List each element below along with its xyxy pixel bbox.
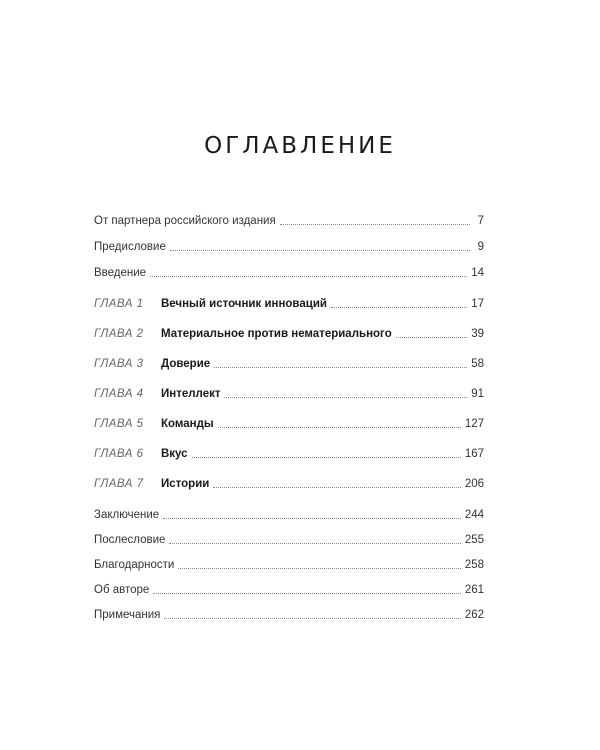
toc-entry-page: 17 (471, 298, 484, 310)
dot-leader (153, 592, 461, 594)
dot-leader (331, 306, 467, 308)
dot-leader (214, 366, 467, 368)
toc-entry-page: 244 (464, 509, 484, 521)
dot-leader (280, 223, 470, 225)
dot-leader (178, 567, 461, 569)
toc-entry-page: 262 (464, 609, 484, 621)
toc-entry-label: Введение (94, 267, 147, 279)
toc-chapter-4[interactable] (94, 387, 484, 401)
dot-leader (396, 336, 467, 338)
toc-entry-page: 127 (464, 418, 484, 430)
chapter-number: ГЛАВА 5 (94, 418, 144, 430)
toc-entry-page: 58 (471, 358, 484, 370)
toc-chapter-1[interactable] (94, 297, 484, 311)
dot-leader (224, 396, 467, 398)
dot-leader (218, 426, 461, 428)
toc-entry-page: 91 (471, 388, 484, 400)
chapter-title: Истории (161, 478, 210, 490)
toc-chapter-7[interactable] (94, 477, 484, 491)
chapter-title: Команды (161, 418, 214, 430)
toc-entry-page: 39 (471, 328, 484, 340)
toc-chapter-3[interactable] (94, 357, 484, 371)
dot-leader (169, 542, 460, 544)
dot-leader (164, 617, 460, 619)
toc-entry-page: 167 (464, 448, 484, 460)
toc-entry-preface[interactable] (94, 240, 484, 254)
chapter-number: ГЛАВА 4 (94, 388, 144, 400)
chapter-title: Материальное против нематериального (161, 328, 392, 340)
page-title: ОГЛАВЛЕНИЕ (204, 133, 396, 160)
toc-entry-partner-foreword[interactable] (94, 214, 484, 228)
chapter-number: ГЛАВА 6 (94, 448, 144, 460)
toc-entry-label: Благодарности (94, 559, 175, 571)
chapter-title: Доверие (161, 358, 211, 370)
toc-chapter-5[interactable] (94, 417, 484, 431)
dot-leader (163, 517, 461, 519)
toc-chapter-2[interactable] (94, 327, 484, 341)
toc-entry-label: Предисловие (94, 241, 166, 253)
toc-entry-page: 261 (464, 584, 484, 596)
toc-entry-label: От партнера российского издания (94, 215, 276, 227)
chapter-number: ГЛАВА 1 (94, 298, 144, 310)
chapter-title: Вкус (161, 448, 188, 460)
toc-entry-page: 255 (464, 534, 484, 546)
dot-leader (170, 249, 470, 251)
toc-entry-page: 7 (477, 215, 484, 227)
toc-entry-page: 14 (471, 267, 484, 279)
dot-leader (150, 275, 467, 277)
chapter-number: ГЛАВА 7 (94, 478, 144, 490)
toc-entry-page: 206 (464, 478, 484, 490)
toc-entry-label: Послесловие (94, 534, 166, 546)
table-of-contents (94, 214, 484, 622)
toc-entry-acknowledgements[interactable] (94, 558, 484, 572)
chapter-title: Интеллект (161, 388, 221, 400)
toc-entry-label: Заключение (94, 509, 160, 521)
toc-entry-page: 9 (477, 241, 484, 253)
chapter-number: ГЛАВА 2 (94, 328, 144, 340)
toc-entry-introduction[interactable] (94, 266, 484, 280)
toc-entry-afterword[interactable] (94, 533, 484, 547)
dot-leader (192, 456, 461, 458)
toc-entry-label: Примечания (94, 609, 161, 621)
toc-entry-page: 258 (464, 559, 484, 571)
chapter-number: ГЛАВА 3 (94, 358, 144, 370)
toc-entry-conclusion[interactable] (94, 508, 484, 522)
toc-entry-about-author[interactable] (94, 583, 484, 597)
chapter-title: Вечный источник инноваций (161, 298, 327, 310)
toc-entry-notes[interactable] (94, 608, 484, 622)
dot-leader (213, 486, 460, 488)
toc-entry-label: Об авторе (94, 584, 150, 596)
toc-chapter-6[interactable] (94, 447, 484, 461)
